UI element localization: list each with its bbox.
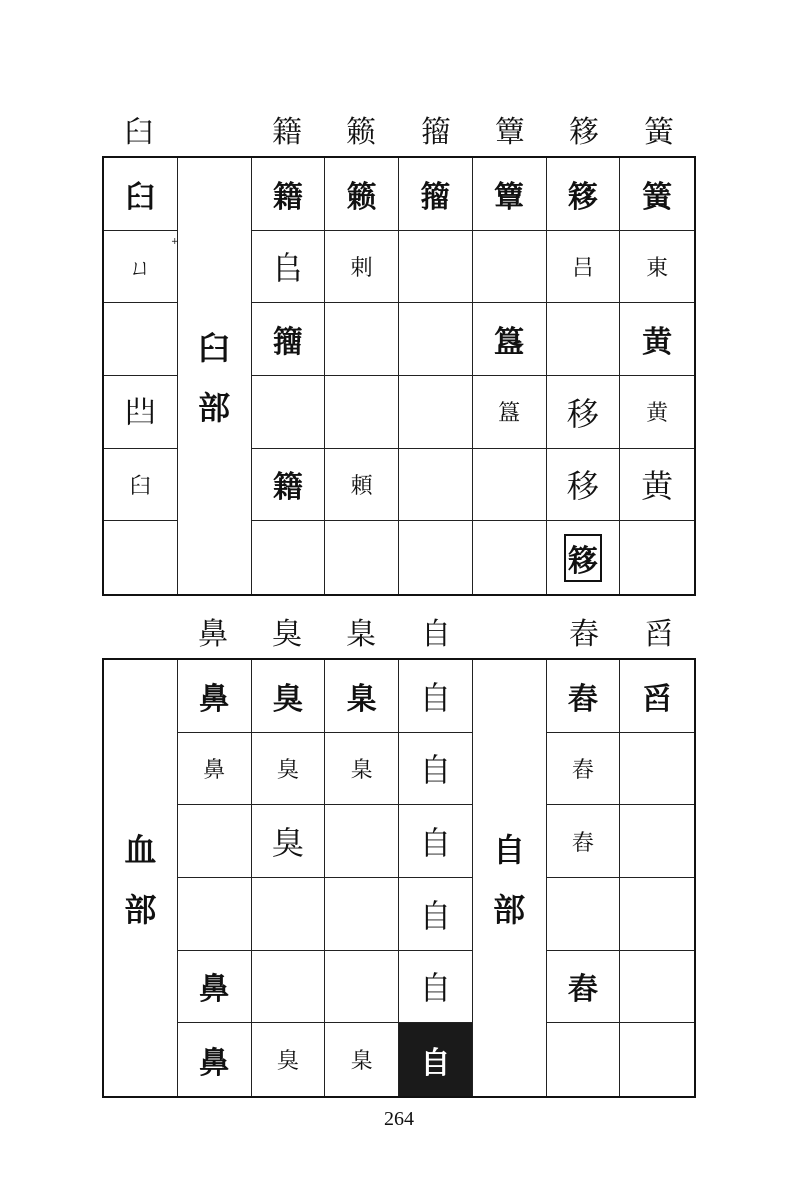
glyph-table-2 bbox=[102, 658, 696, 1098]
section1-headers bbox=[102, 108, 696, 158]
glyph-cell: 𦥒 bbox=[104, 376, 178, 449]
glyph-cell: 舂 bbox=[547, 733, 621, 806]
inverted-seal-cell: 自 bbox=[399, 1023, 473, 1096]
glyph-cell bbox=[547, 878, 621, 951]
glyph-cell: 籁 bbox=[325, 158, 399, 231]
glyph-cell bbox=[252, 521, 326, 594]
glyph-cell: 臭 bbox=[252, 733, 326, 806]
glyph-cell: 臬 bbox=[325, 1023, 399, 1096]
glyph-cell: 吕 bbox=[547, 231, 621, 304]
glyph-cell: 舂 bbox=[547, 660, 621, 733]
glyph-cell: 自 bbox=[399, 805, 473, 878]
glyph-cell bbox=[473, 231, 547, 304]
glyph-cell bbox=[399, 376, 473, 449]
glyph-cell bbox=[620, 951, 694, 1024]
glyph-cell: 籍 bbox=[252, 449, 326, 522]
glyph-cell bbox=[325, 951, 399, 1024]
glyph-cell bbox=[620, 733, 694, 806]
radical-label bbox=[178, 158, 252, 594]
glyph-cell: 籒 bbox=[252, 303, 326, 376]
header-char: 簧 bbox=[644, 115, 674, 150]
radical-suffix: 部 bbox=[493, 890, 526, 929]
glyph-cell bbox=[620, 878, 694, 951]
glyph-cell: 黄 bbox=[620, 449, 694, 522]
glyph-table-1 bbox=[102, 156, 696, 596]
header-char: 自 bbox=[421, 617, 451, 652]
glyph-cell bbox=[325, 303, 399, 376]
glyph-cell: 東 bbox=[620, 231, 694, 304]
radical-suffix: 部 bbox=[124, 890, 157, 929]
glyph-cell: 移 bbox=[547, 449, 621, 522]
header-char: 臼 bbox=[124, 115, 154, 150]
section2-headers bbox=[102, 610, 696, 660]
glyph-cell: 𠂤 bbox=[252, 231, 326, 304]
glyph-cell: 黄 bbox=[620, 376, 694, 449]
seal-stamp: 簃 bbox=[564, 534, 602, 582]
glyph-cell: 自 bbox=[399, 733, 473, 806]
glyph-cell: ㄩ bbox=[104, 231, 178, 304]
glyph-cell bbox=[399, 231, 473, 304]
glyph-cell: 臭 bbox=[252, 805, 326, 878]
glyph-cell bbox=[399, 303, 473, 376]
glyph-cell bbox=[104, 303, 178, 376]
glyph-cell: 簋 bbox=[473, 303, 547, 376]
glyph-cell bbox=[325, 521, 399, 594]
glyph-cell bbox=[325, 376, 399, 449]
glyph-cell: 臼 bbox=[104, 449, 178, 522]
glyph-cell: 籍 bbox=[252, 158, 326, 231]
radical-char: 臼 bbox=[198, 328, 231, 367]
radical-label-right bbox=[473, 660, 547, 1096]
glyph-cell bbox=[399, 521, 473, 594]
header-char: 簃 bbox=[569, 115, 599, 150]
glyph-cell: 鼻 bbox=[178, 660, 252, 733]
header-char: 籍 bbox=[272, 115, 302, 150]
glyph-cell: 舀 bbox=[620, 660, 694, 733]
section-jiu bbox=[102, 108, 696, 596]
glyph-cell: 鼻 bbox=[178, 951, 252, 1024]
glyph-cell bbox=[252, 951, 326, 1024]
glyph-cell: 臭 bbox=[252, 1023, 326, 1096]
header-char: 舀 bbox=[644, 617, 674, 652]
header-char: 舂 bbox=[569, 617, 599, 652]
glyph-cell: 簋 bbox=[473, 376, 547, 449]
glyph-cell: 𦥑 bbox=[104, 158, 178, 231]
glyph-cell bbox=[620, 805, 694, 878]
glyph-cell bbox=[252, 878, 326, 951]
glyph-cell bbox=[178, 878, 252, 951]
glyph-cell bbox=[178, 805, 252, 878]
glyph-cell: 自 bbox=[399, 878, 473, 951]
header-char: 籀 bbox=[421, 115, 451, 150]
header-char: 臬 bbox=[346, 617, 376, 652]
section-zi bbox=[102, 610, 696, 1098]
glyph-cell: 簟 bbox=[473, 158, 547, 231]
glyph-cell bbox=[473, 449, 547, 522]
glyph-cell bbox=[325, 805, 399, 878]
radical-suffix: 部 bbox=[198, 388, 231, 427]
radical-char: 自 bbox=[493, 830, 526, 869]
glyph-cell: 鼻 bbox=[178, 733, 252, 806]
glyph-cell bbox=[104, 521, 178, 594]
glyph-cell bbox=[620, 1023, 694, 1096]
glyph-cell bbox=[473, 521, 547, 594]
glyph-cell: 鼻 bbox=[178, 1023, 252, 1096]
glyph-cell: 臬 bbox=[325, 660, 399, 733]
header-char: 簟 bbox=[495, 115, 525, 150]
glyph-cell: 自 bbox=[399, 951, 473, 1024]
glyph-cell: 臬 bbox=[325, 733, 399, 806]
small-plus-mark: + bbox=[171, 237, 179, 247]
glyph-cell: 舂 bbox=[547, 951, 621, 1024]
glyph-cell bbox=[547, 1023, 621, 1096]
glyph-cell: 簧 bbox=[620, 158, 694, 231]
glyph-cell bbox=[620, 521, 694, 594]
glyph-cell bbox=[252, 376, 326, 449]
radical-char: 血 bbox=[124, 830, 157, 869]
header-char: 籁 bbox=[346, 115, 376, 150]
glyph-cell: 移 bbox=[547, 376, 621, 449]
seal-stamp-cell bbox=[547, 521, 621, 594]
header-char: 鼻 bbox=[198, 617, 228, 652]
glyph-cell bbox=[325, 878, 399, 951]
glyph-cell: 舂 bbox=[547, 805, 621, 878]
glyph-cell bbox=[547, 303, 621, 376]
radical-label-left bbox=[104, 660, 178, 1096]
glyph-cell: 頼 bbox=[325, 449, 399, 522]
page-number: 264 bbox=[384, 1108, 414, 1130]
glyph-cell: 簃 bbox=[547, 158, 621, 231]
glyph-cell bbox=[399, 449, 473, 522]
glyph-cell: 剌 bbox=[325, 231, 399, 304]
glyph-cell: 臭 bbox=[252, 660, 326, 733]
header-char: 臭 bbox=[272, 617, 302, 652]
glyph-cell: 自 bbox=[399, 660, 473, 733]
glyph-cell: 籀 bbox=[399, 158, 473, 231]
glyph-cell: 黄 bbox=[620, 303, 694, 376]
